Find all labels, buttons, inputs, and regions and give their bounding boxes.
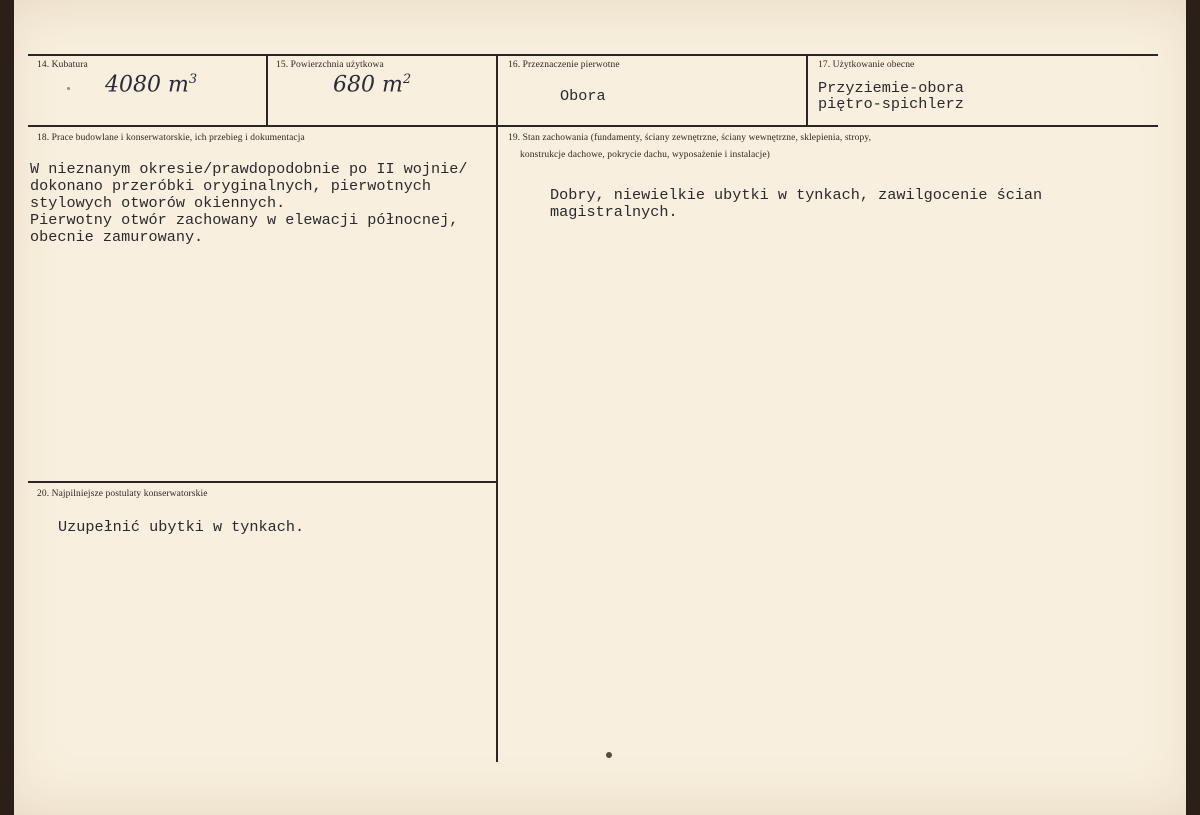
rule-top: [28, 54, 1158, 56]
uzytkowanie-line-2: piętro-spichlerz: [818, 95, 964, 113]
prace-label: 18. Prace budowlane i konserwatorskie, ich przebieg i dokumentacja: [37, 133, 305, 143]
powierzchnia-label: 15. Powierzchnia użytkowa: [276, 60, 384, 70]
ink-speck: [67, 87, 70, 90]
scan-edge-right: [1186, 0, 1200, 815]
divider-col1: [266, 54, 268, 126]
prace-line-1: W nieznanym okresie/prawdopodobnie po II wojnie/: [30, 160, 468, 178]
kubatura-label: 14. Kubatura: [37, 60, 88, 70]
stan-line-1: Dobry, niewielkie ubytki w tynkach, zawilgocenie ścian: [550, 186, 1043, 204]
ink-speck: [606, 752, 612, 758]
prace-line-3: stylowych otworów okiennych.: [30, 194, 286, 212]
postulaty-value: Uzupełnić ubytki w tynkach.: [58, 518, 305, 536]
uzytkowanie-line-1: Przyziemie-obora: [818, 79, 964, 97]
divider-col2: [496, 54, 498, 762]
postulaty-label: 20. Najpilniejsze postulaty konserwatorskie: [37, 489, 208, 499]
przeznaczenie-value: Obora: [560, 87, 606, 105]
uzytkowanie-label: 17. Użytkowanie obecne: [818, 60, 915, 70]
stan-label-line-2: konstrukcje dachowe, pokrycie dachu, wyposażenie i instalacje): [520, 150, 770, 160]
rule-row1: [28, 125, 1158, 127]
powierzchnia-value: 680 $m^2$: [333, 72, 412, 98]
prace-line-2: dokonano przeróbki oryginalnych, pierwotnych: [30, 177, 432, 195]
rule-row2: [28, 481, 496, 483]
divider-col3: [806, 54, 808, 126]
prace-line-5: obecnie zamurowany.: [30, 228, 204, 246]
prace-line-4: Pierwotny otwór zachowany w elewacji północnej,: [30, 211, 459, 229]
przeznaczenie-label: 16. Przeznaczenie pierwotne: [508, 60, 620, 70]
stan-line-2: magistralnych.: [550, 203, 678, 221]
stan-label-line-1: 19. Stan zachowania (fundamenty, ściany zewnętrzne, ściany wewnętrzne, sklepienia, stropy,: [508, 133, 872, 143]
kubatura-value: 4080 $m^3$: [105, 72, 198, 98]
scan-edge-left: [0, 0, 14, 815]
